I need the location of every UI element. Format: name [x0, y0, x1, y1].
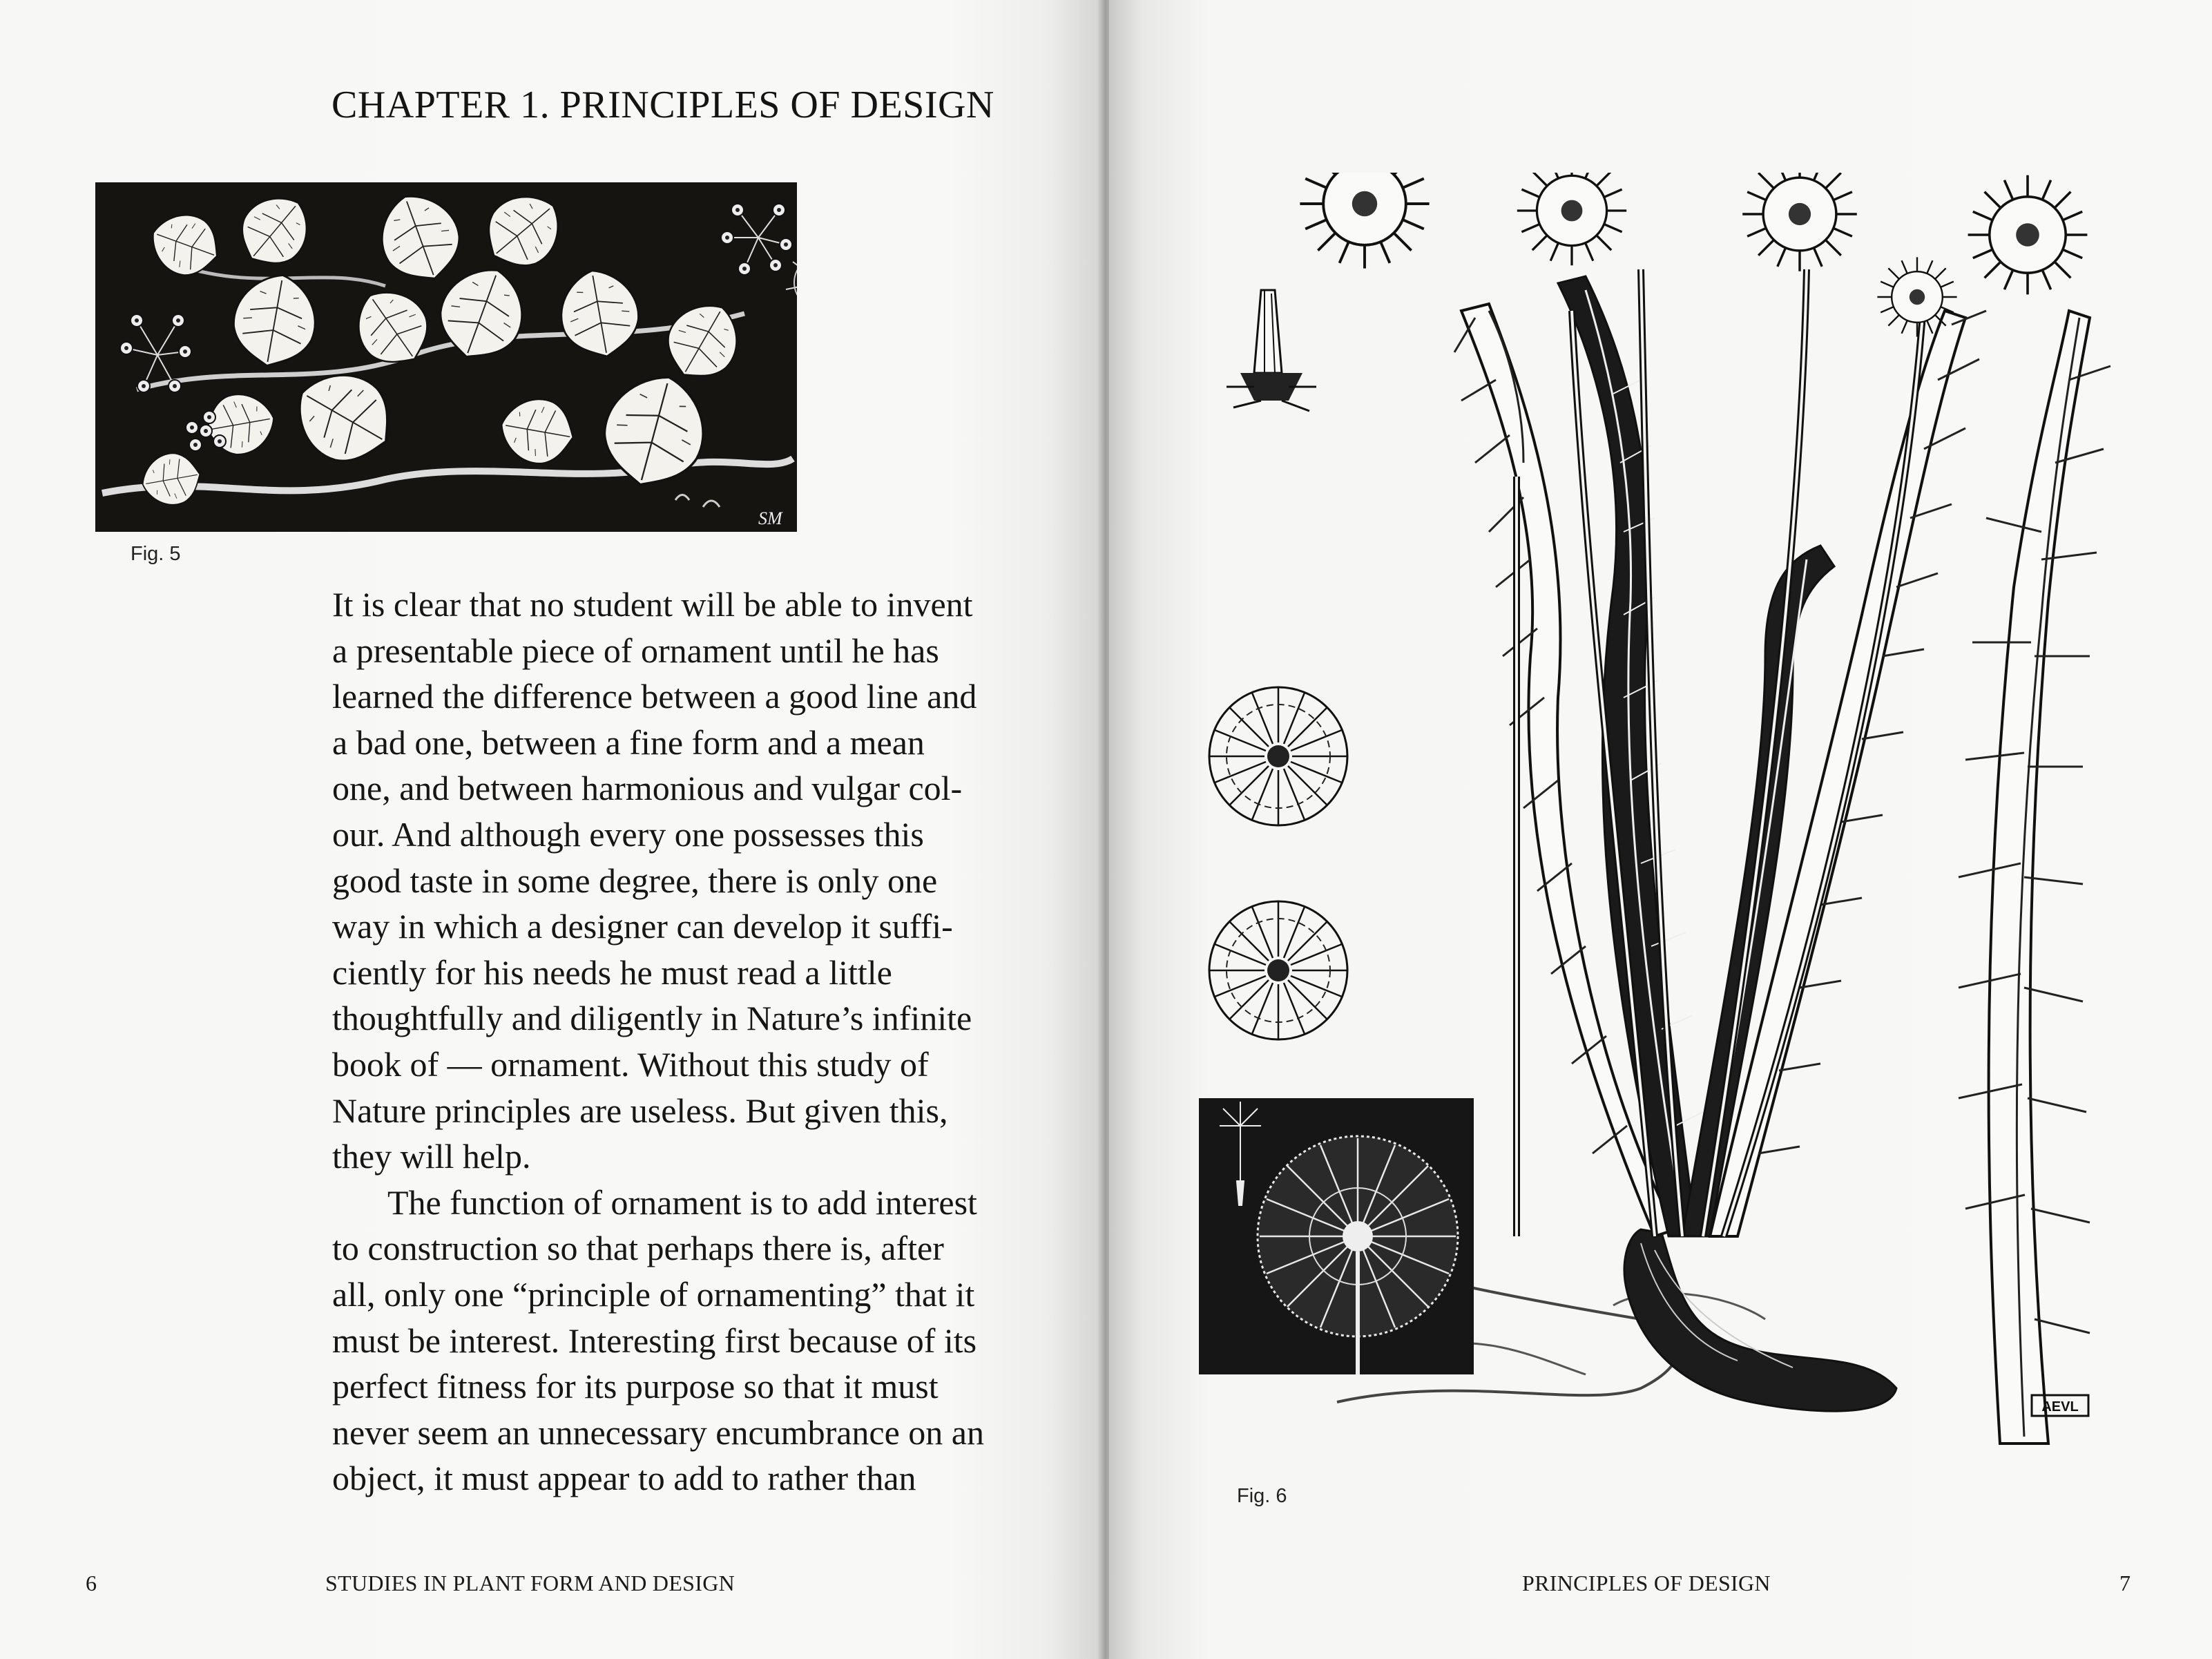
dandelion-illustration: [1199, 173, 2116, 1464]
body-line: to construction so that perhaps there is, after: [332, 1229, 944, 1268]
running-head-left: STUDIES IN PLANT FORM AND DESIGN: [325, 1571, 735, 1595]
left-page: [0, 0, 1102, 1659]
page-number-right: 7: [2119, 1571, 2131, 1595]
body-line: book of — ornament. Without this study of: [332, 1044, 929, 1084]
body-line: learned the difference between a good line and: [332, 677, 977, 716]
running-head-right: PRINCIPLES OF DESIGN: [1522, 1571, 1771, 1595]
body-line: all, only one “principle of ornamenting” that it: [332, 1274, 975, 1314]
body-line: a bad one, between a fine form and a mean: [332, 722, 925, 762]
body-line: thoughtfully and diligently in Nature’s infinite: [332, 999, 972, 1038]
seedhead-inset: [1199, 1098, 1474, 1374]
body-line: must be interest. Interesting first because of its: [332, 1321, 977, 1360]
body-line: It is clear that no student will be able to invent: [332, 585, 973, 624]
figure-6-caption: Fig. 6: [1237, 1485, 1287, 1507]
body-line: our. And although every one possesses this: [332, 814, 924, 854]
body-line: they will help.: [332, 1137, 531, 1176]
figure-5-ivy-woodcut: [95, 182, 797, 532]
body-line: a presentable piece of ornament until he has: [332, 631, 939, 670]
body-line: good taste in some degree, there is only one: [332, 861, 938, 900]
body-line: never seem an unnecessary encumbrance on an: [332, 1412, 984, 1452]
body-line: Nature principles are useless. But given this,: [332, 1091, 948, 1130]
figure-6-dandelion-plate: [1199, 173, 2116, 1464]
chapter-title: CHAPTER 1. PRINCIPLES OF DESIGN: [331, 84, 994, 126]
page-number-left: 6: [86, 1571, 97, 1595]
body-line: perfect fitness for its purpose so that it must: [332, 1367, 939, 1406]
body-line: one, and between harmonious and vulgar col-: [332, 769, 963, 808]
figure-5-caption: Fig. 5: [131, 543, 181, 565]
body-line: object, it must appear to add to rather than: [332, 1459, 916, 1498]
fig5-monogram: SM: [758, 508, 782, 528]
body-line: ciently for his needs he must read a little: [332, 952, 892, 992]
ivy-illustration: [95, 182, 797, 532]
fig6-monogram: AEVL: [2041, 1399, 2079, 1415]
body-text: [332, 582, 1044, 1502]
body-line: way in which a designer can develop it suffi-: [332, 907, 953, 946]
body-line: The function of ornament is to add interest: [387, 1182, 977, 1222]
